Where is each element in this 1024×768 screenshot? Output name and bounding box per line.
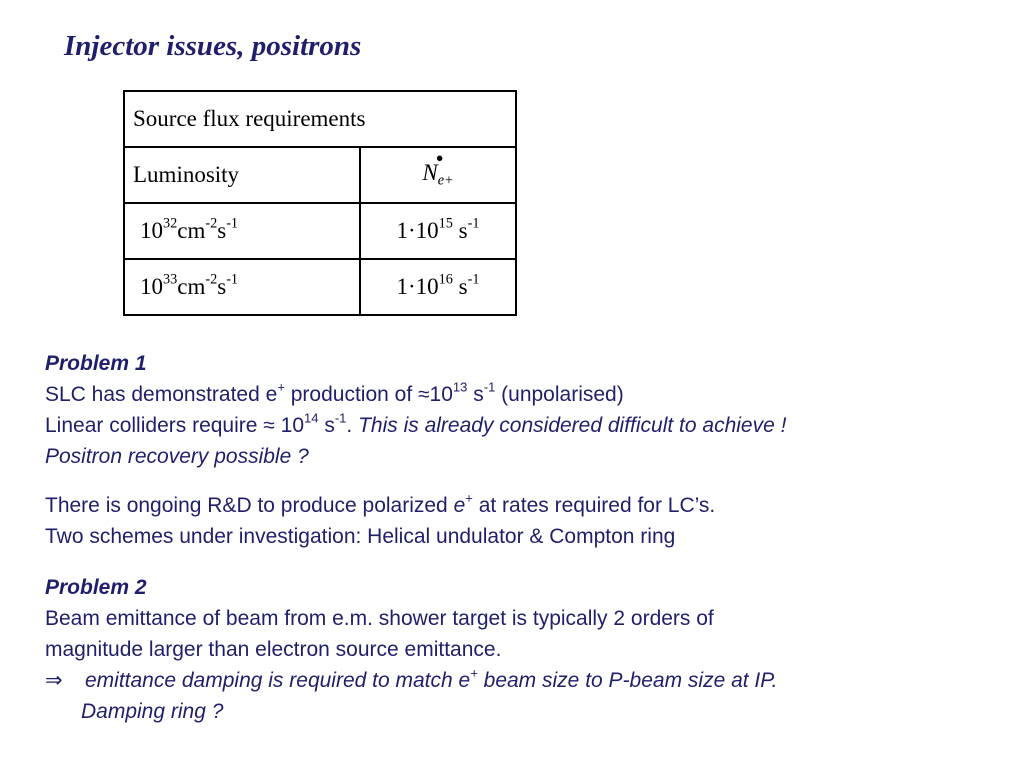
n-dot-symbol: • $N_{e+}$ [422,146,454,189]
table-header: Source flux requirements [124,91,516,147]
problem-2-line-2: magnitude larger than electron source emittance. [45,638,502,661]
problem-2-block [45,572,777,727]
problem-1-line-1: SLC has demonstrated e+ production of $\approx 10^{13}$ $s^{-1}$ (unpolarised) [45,379,624,406]
problem-2-line-3: ⇒ emittance damping is required to match e+ beam size to P-beam size at IP. [45,665,777,696]
problem-2-line-1: Beam emittance of beam from e.m. shower target is typically 2 orders of [45,607,714,630]
rnd-block [45,490,715,552]
problem-2-heading: Problem 2 [45,576,147,599]
luminosity-value: $10^{32}cm^{-2}s^{-1}$ [124,203,360,259]
problem-1-line-2: Linear colliders require ≈ $10^{14}$ $s^{-1}$. This is already considered difficult to achieve ! [45,410,787,437]
table-header-row [124,91,516,147]
luminosity-column-header: Luminosity [124,147,360,203]
source-flux-table [123,90,517,316]
luminosity-value: $10^{33}cm^{-2}s^{-1}$ [124,259,360,315]
table-row [124,203,516,259]
positron-rate-column-header [360,147,516,203]
implies-arrow-icon: ⇒ [45,668,63,692]
rnd-line-1: There is ongoing R&D to produce polarized e+ at rates required for LC’s. [45,490,716,517]
problem-2-line-4: Damping ring ? [81,700,224,723]
rnd-line-2: Two schemes under investigation: Helical undulator & Compton ring [45,525,676,548]
positron-rate-value: $1\cdot 10^{16}$ $s^{-1}$ [360,259,516,315]
table-column-row [124,147,516,203]
problem-1-block [45,348,786,472]
problem-1-heading: Problem 1 [45,352,147,375]
positron-rate-value: $1\cdot 10^{15}$ $s^{-1}$ [360,203,516,259]
problem-1-line-3: Positron recovery possible ? [45,445,309,468]
table-row [124,259,516,315]
slide-title: Injector issues, positrons [64,30,362,62]
